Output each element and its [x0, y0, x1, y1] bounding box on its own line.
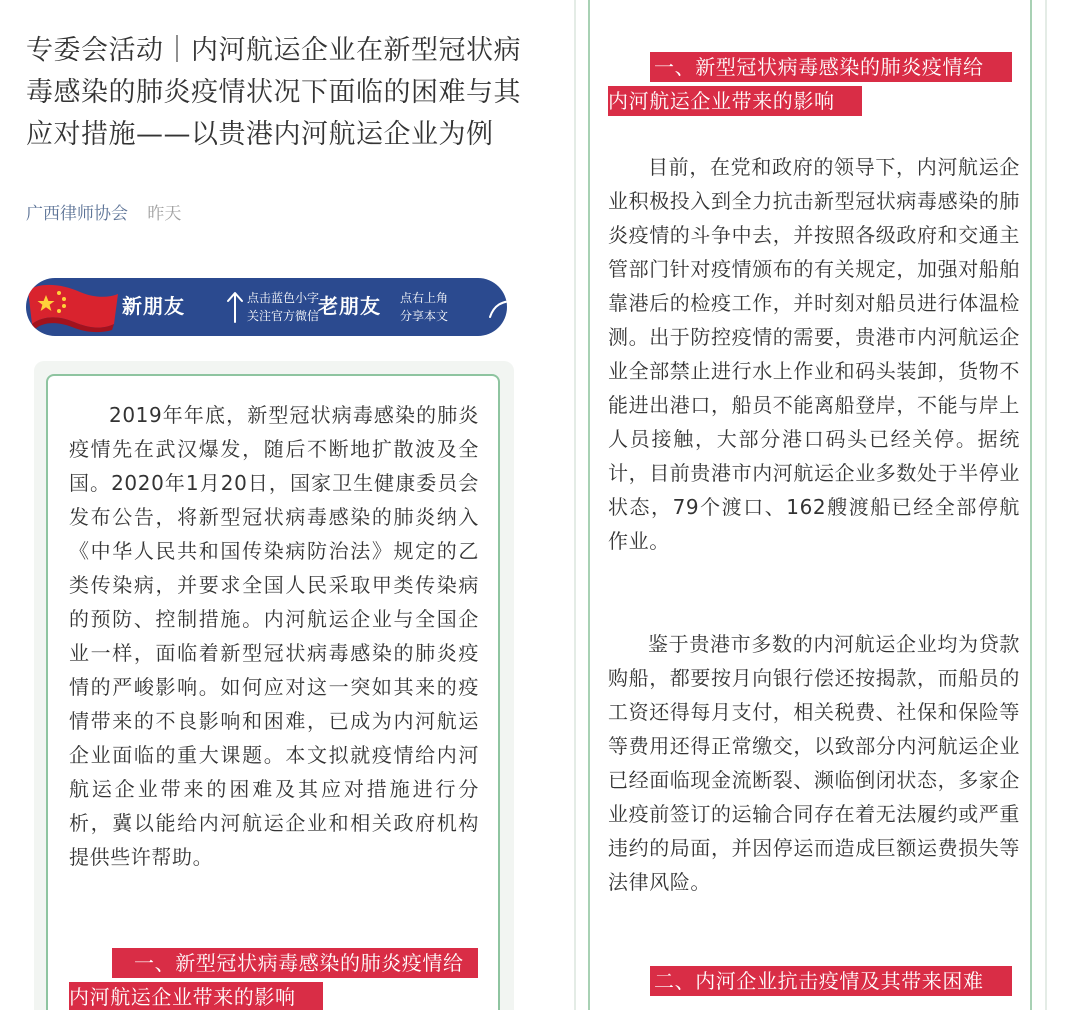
new-friend-hint-2: 关注官方微信: [247, 309, 320, 323]
new-friend-label: 新朋友: [122, 294, 185, 318]
arrow-up-icon: [226, 290, 244, 324]
intro-paragraph: 2019年年底，新型冠状病毒感染的肺炎疫情先在武汉爆发，随后不断地扩散波及全国。2020年1月20日，国家卫生健康委员会发布公告，将新型冠状病毒感染的肺炎纳入《中华人民共和国传染病防治法》规定的乙类传染病，并要求全国人民采取甲类传染病的预防、控制措施。内河航运企业与全国企业一样，面临着新型冠状病毒感染的肺炎疫情的严峻影响。如何应对这一突如其来的疫情带来的不良影响和困难，已成为内河航运企业面临的重大课题。本文拟就疫情给内河航运企业带来的困难及其应对措施进行分析，冀以能给内河航运企业和相关政府机构提供些许帮助。: [69, 403, 479, 869]
publish-time: 昨天: [147, 204, 182, 224]
flag-icon: [26, 280, 118, 334]
old-friend-label: 老朋友: [318, 294, 381, 318]
border-line: [1030, 0, 1032, 1010]
author-link[interactable]: 广西律师协会: [26, 204, 128, 224]
old-friend-hint-1: 点右上角: [400, 291, 449, 305]
border-line: [1045, 0, 1047, 1010]
border-line: [588, 0, 590, 1010]
body-paragraph: 鉴于贵港市多数的内河航运企业均为贷款购船，都要按月向银行偿还按揭款，而船员的工资还得每月支付，相关税费、社保和保险等等费用还得正常缴交，以致部分内河航运企业已经面临现金流断裂、濒临倒闭状态，多家企业疫前签订的运输合同存在着无法履约或严重违约的局面，并因停运而造成巨额运费损失等法律风险。: [608, 632, 1020, 894]
article-title: 专委会活动｜内河航运企业在新型冠状病毒感染的肺炎疫情状况下面临的困难与其应对措施——以贵港内河航运企业为例: [26, 35, 521, 150]
intro-card: [46, 374, 500, 1010]
article-meta: [26, 202, 181, 226]
new-friend-hint-1: 点击蓝色小字: [247, 291, 320, 305]
section-heading-2-line1: 二、内河企业抗击疫情及其带来困难: [654, 969, 984, 993]
section-heading-1-line2: 内河航运企业带来的影响: [69, 985, 296, 1009]
right-panel: [574, 0, 1049, 1010]
old-friend-hint-2: 分享本文: [400, 309, 449, 323]
section-heading-1-line1: 一、新型冠状病毒感染的肺炎疫情给: [134, 951, 464, 975]
section-heading-1-line2: 内河航运企业带来的影响: [608, 89, 835, 113]
body-paragraph: 目前，在党和政府的领导下，内河航运企业积极投入到全力抗击新型冠状病毒感染的肺炎疫情的斗争中去，并按照各级政府和交通主管部门针对疫情颁布的有关规定，加强对船舶靠港后的检疫工作，并时刻对船员进行体温检测。出于防控疫情的需要，贵港市内河航运企业全部禁止进行水上作业和码头装卸，货物不能进出港口，船员不能离船登岸，不能与岸上人员接触，大部分港口码头已经关停。据统计，目前贵港市内河航运企业多数处于半停业状态，79个渡口、162艘渡船已经全部停航作业。: [608, 155, 1020, 553]
follow-banner[interactable]: [26, 278, 507, 336]
section-heading-1-line1: 一、新型冠状病毒感染的肺炎疫情给: [654, 55, 984, 79]
share-icon: [488, 293, 507, 321]
border-line: [574, 0, 576, 1010]
